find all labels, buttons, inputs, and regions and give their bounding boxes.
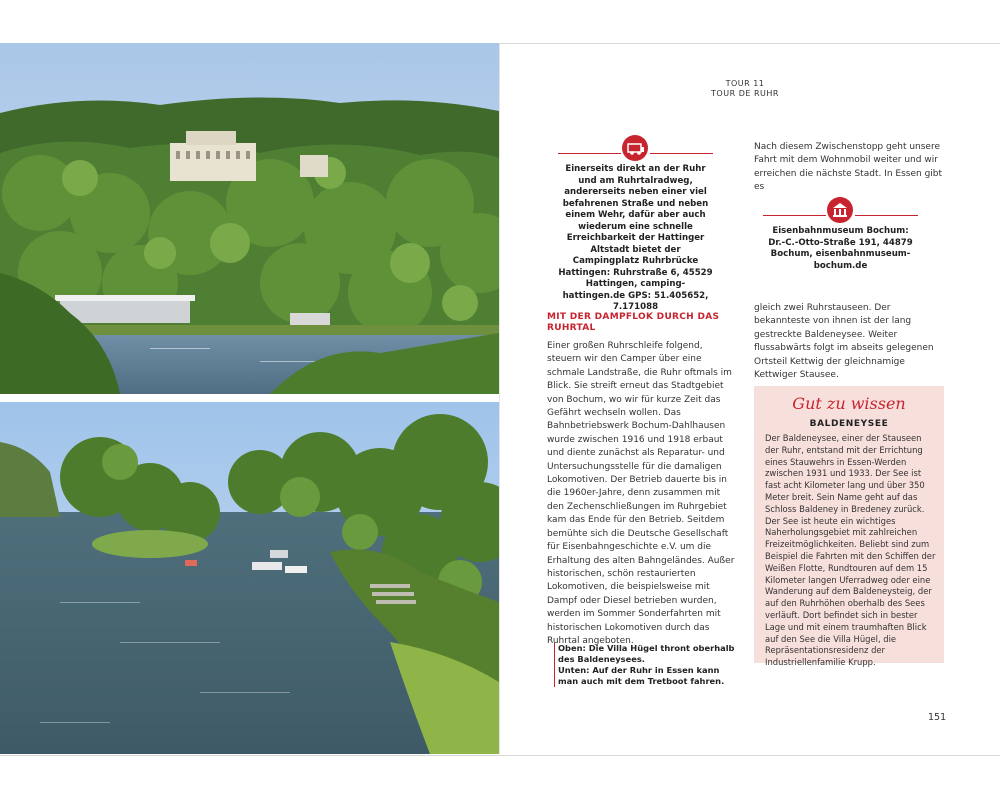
body-text-right-top: Nach diesem Zwischenstopp geht unsere Fahrt mit dem Wohnmobil weiter und wir erreichen die nächste Stadt. In Essen gibt es	[754, 142, 943, 193]
divider-right	[855, 215, 918, 216]
page-gutter	[499, 43, 500, 754]
running-head-tour: TOUR 11	[725, 79, 765, 88]
info-museum	[763, 197, 918, 271]
box-text: Der Baldeneysee, einer der Stauseen der Ruhr, entstand mit der Errichtung eines Stauwehrs in Essen-Werden zwischen 1931 und 1933. Der See ist fast acht Kilometer lang und über 350 Meter breit. Sein Name geht auf das Schloss Baldeney in Bredeney zurück. Der See ist heute ein wichtiges Naherholungsgebiet mit zahlreichen Freizeitmöglichkeiten. Beliebt sind zum Beispiel die Fahrten mit den Schiffen der Weißen Flotte, Rundtouren auf dem 15 Kilometer langen Uferradweg oder eine Wanderung auf dem Baldeneysteig, der auf den Ruhrhöhen oberhalb des Sees verläuft. Dort befindet sich in bester Lage und mit einem traumhaften Blick auf den See die Villa Hügel, die Repräsentationsresidenz der Industriellenfamilie Krupp.	[765, 433, 936, 668]
photo-caption	[554, 643, 740, 687]
divider-left	[763, 215, 826, 216]
caption-bottom: Unten: Auf der Ruhr in Essen kann man auch mit dem Tretboot fahren.	[558, 665, 725, 686]
running-head-title: TOUR DE RUHR	[711, 89, 779, 98]
museum-text: Eisenbahnmuseum Bochum: Dr.-C.-Otto-Straße 191, 44879 Bochum, eisenbahnmuseum-bochum.de	[768, 226, 913, 271]
caption-top: Oben: Die Villa Hügel thront oberhalb des Baldeneysees.	[558, 643, 735, 664]
info-box-baldeneysee	[754, 386, 944, 668]
divider-right	[650, 153, 713, 154]
box-script-title: Gut zu wissen	[792, 394, 906, 413]
running-head	[700, 79, 790, 99]
photo-ruhr-pedal-boats	[0, 402, 499, 754]
section-heading: MIT DER DAMPFLOK DURCH DAS RUHRTAL	[547, 312, 720, 333]
camper-icon	[622, 135, 648, 161]
campsite-text: Einerseits direkt an der Ruhr und am Ruhrtalradweg, andererseits neben einer viel befahrenen Straße und neben einem Wehr, dafür aber auch wiederum eine schnelle Erreichbarkeit der Hattinger Altstadt bietet der Campingplatz Ruhrbrücke Hattingen: Ruhrstraße 6, 45529 Hattingen, camping-hattingen.de GPS: 51.405652, 7.171088	[558, 164, 713, 312]
divider-left	[558, 153, 621, 154]
body-text-left: Einer großen Ruhrschleife folgend, steuern wir den Camper über eine schmale Landstraße, die Ruhr oftmals im Blick. Sie streift erneut das Stadtgebiet von Bochum, wo wir für kurze Zeit das Gefährt wechseln wollen. Das Bahnbetriebswerk Bochum-Dahlhausen wurde zwischen 1916 und 1918 erbaut und diente zunächst als Reparatur- und Untersuchungsstelle für die damaligen Lokomotiven. Der Betrieb dauerte bis in die 1960er-Jahre, denn zusammen mit den Zechenschließungen im Ruhrgebiet kam das Ende für den Betrieb. Seitdem bemühte sich die Deutsche Gesellschaft für Eisenbahngeschichte e.V. um die Erhaltung des alten Bahngeländes. Außer historischen, schön restaurierten Lokomotiven, die beispielsweise mit Dampf oder Diesel betrieben wurden, werden im Sommer Sonderfahrten mit historischen Lokomotiven durch das Ruhrtal angeboten.	[547, 341, 735, 646]
museum-icon	[827, 197, 853, 223]
info-campsite	[558, 135, 713, 312]
box-title: BALDENEYSEE	[809, 419, 889, 429]
body-text-right-mid: gleich zwei Ruhrstauseen. Der bekannteste von ihnen ist der lang gestreckte Baldeneysee. Weiter flussabwärts folgt im abseits gelegenen Ortsteil Kettwig der gleichnamige Kettwiger Stausee.	[754, 303, 934, 381]
photo-villa-huegel	[0, 43, 499, 394]
page-number: 151	[928, 712, 947, 723]
